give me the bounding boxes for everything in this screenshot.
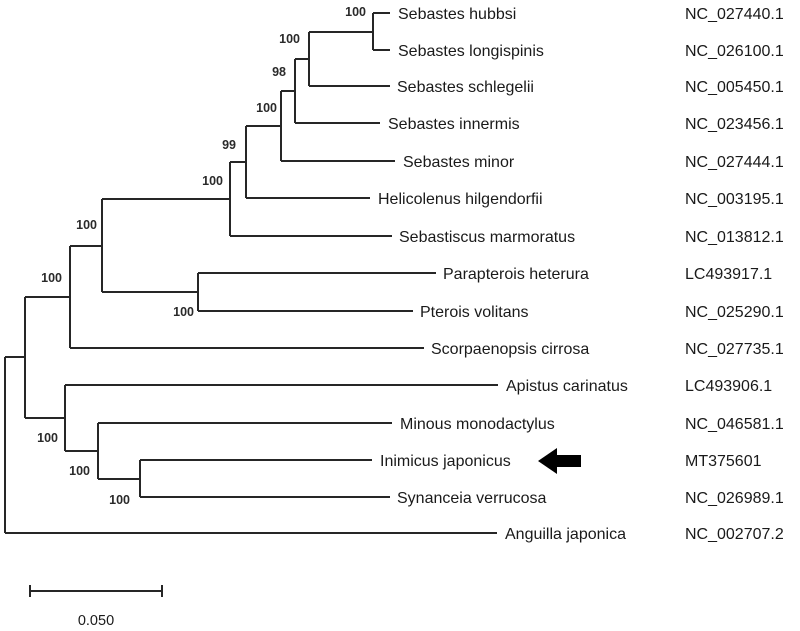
taxon-label: Anguilla japonica [505,526,626,543]
taxon-label: Inimicus japonicus [380,453,511,470]
taxon-label: Sebastes schlegelii [397,79,534,96]
taxon-label: Sebastes longispinis [398,43,544,60]
taxon-label: Apistus carinatus [506,378,628,395]
bootstrap-label: 99 [222,138,236,152]
taxon-label: Minous monodactylus [400,416,555,433]
scale-bar-label: 0.050 [77,613,115,629]
taxon-label: Scorpaenopsis cirrosa [431,341,590,358]
bootstrap-label: 100 [41,271,62,285]
accession-label: NC_027444.1 [685,154,784,171]
accession-label: NC_046581.1 [685,416,784,433]
taxon-label: Sebastiscus marmoratus [399,229,576,246]
accession-label: NC_003195.1 [685,191,784,208]
accession-label: NC_026100.1 [685,43,784,60]
accession-label: LC493917.1 [685,266,773,283]
accession-label: LC493906.1 [685,378,773,395]
taxon-label: Sebastes hubbsi [398,6,517,23]
scale-bar [30,585,162,597]
bootstrap-label: 100 [37,431,58,445]
bootstrap-label: 100 [279,32,300,46]
accession-label: NC_023456.1 [685,116,784,133]
taxon-label: Synanceia verrucosa [397,490,547,507]
accession-label: NC_027735.1 [685,341,784,358]
bootstrap-label: 100 [69,464,90,478]
accession-label: NC_013812.1 [685,229,784,246]
taxon-label: Pterois volitans [420,304,529,321]
taxon-label: Sebastes minor [403,154,515,171]
taxon-label: Sebastes innermis [388,116,520,133]
accession-label: NC_027440.1 [685,6,784,23]
accession-label: NC_005450.1 [685,79,784,96]
accession-label: MT375601 [685,453,762,470]
bootstrap-label: 100 [109,493,130,507]
bootstrap-label: 98 [272,65,286,79]
accession-label: NC_002707.2 [685,526,784,543]
bootstrap-label: 100 [202,174,223,188]
taxon-label: Parapterois heterura [443,266,589,283]
bootstrap-label: 100 [76,218,97,232]
bootstrap-label: 100 [256,101,277,115]
highlight-left-arrow-icon [538,448,581,474]
taxon-label: Helicolenus hilgendorfii [378,191,543,208]
accession-label: NC_026989.1 [685,490,784,507]
accession-label: NC_025290.1 [685,304,784,321]
bootstrap-label: 100 [345,5,366,19]
bootstrap-label: 100 [173,305,194,319]
